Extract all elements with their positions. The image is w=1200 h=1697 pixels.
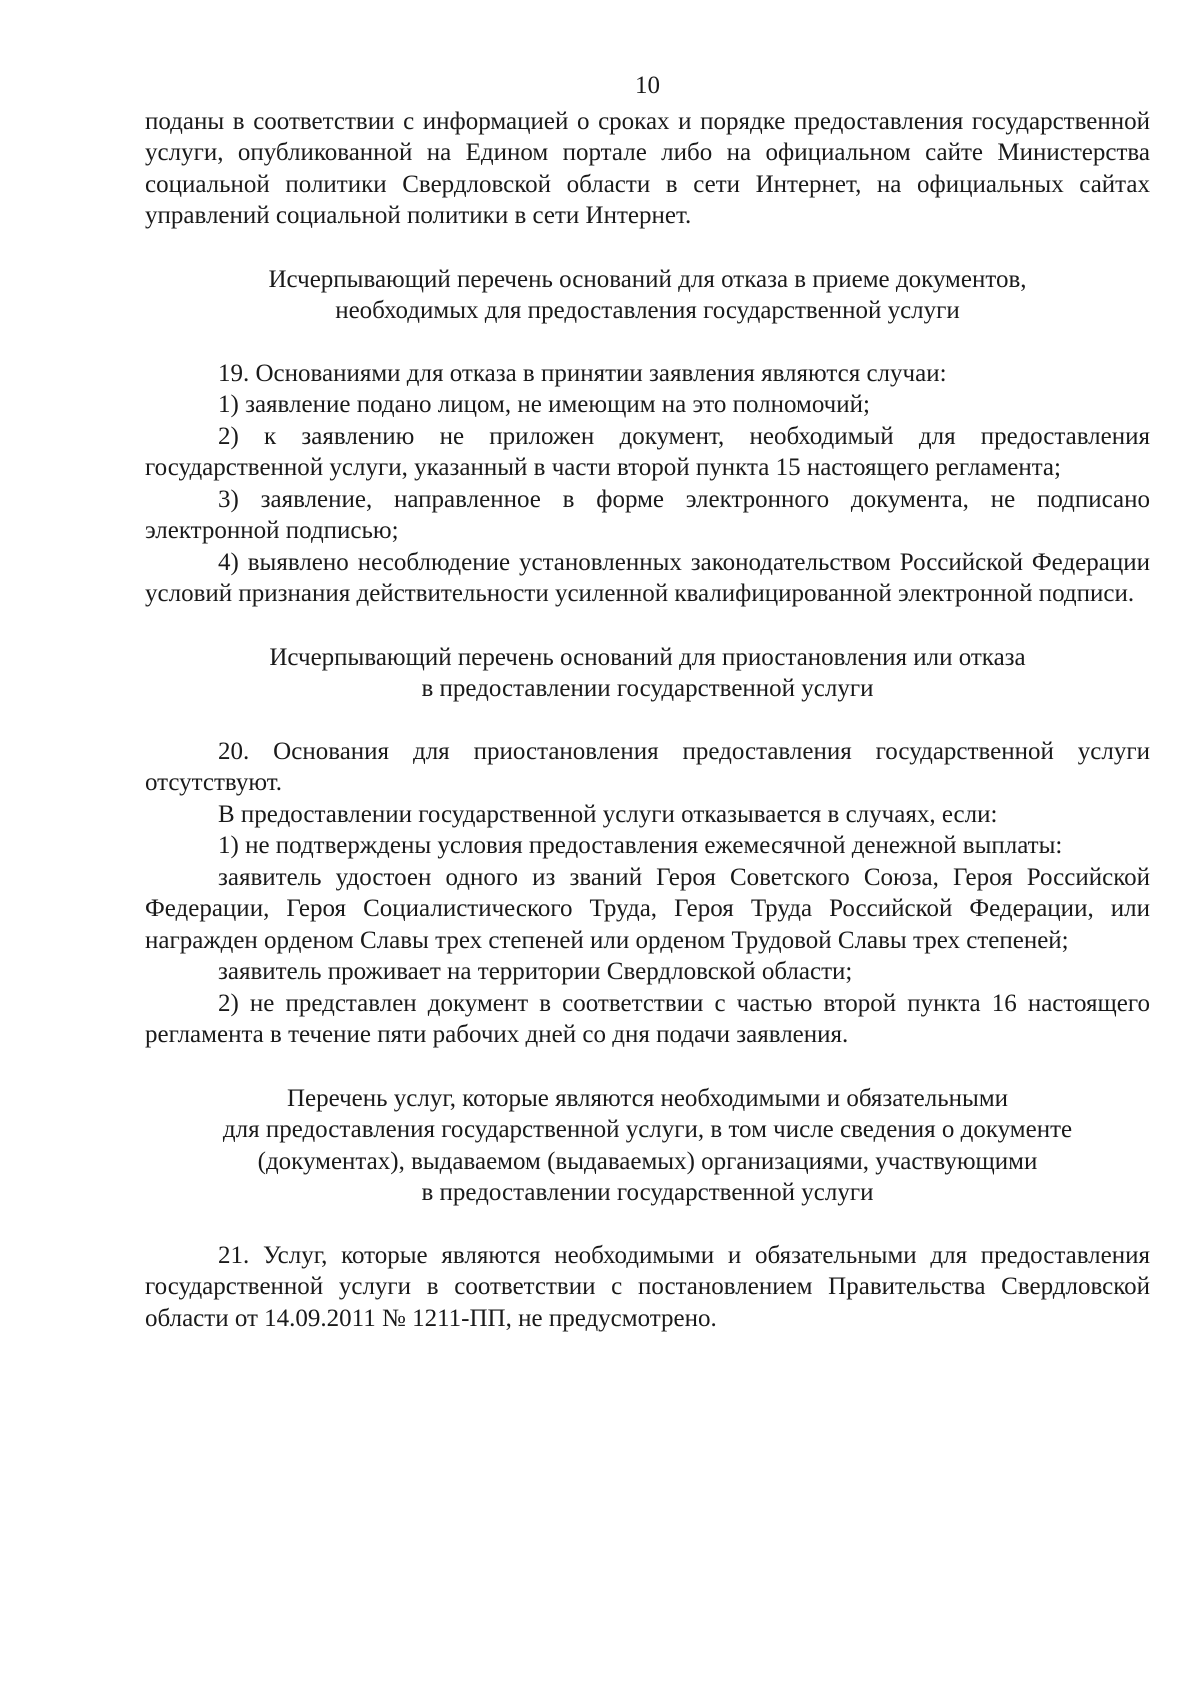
list-item-3: 3) заявление, направленное в форме электронного документа, не подписано электронной подписью;	[145, 485, 1150, 544]
list-item-2: 2) к заявлению не приложен документ, необходимый для предоставления государственной услуги, указанный в части второй пункта 15 настоящего регламента;	[145, 422, 1150, 481]
heading-line: в предоставлении государственной услуги	[421, 1179, 874, 1206]
paragraph-refusal-cases: В предоставлении государственной услуги отказывается в случаях, если:	[218, 800, 998, 828]
paragraph-21: 21. Услуг, которые являются необходимыми и обязательными для предоставления государственной услуги в соответствии с постановлением Правительства Свердловской области от 14.09.2011 № 1211-ПП, не предусмотрено.	[145, 1241, 1150, 1332]
list-item-1: 1) заявление подано лицом, не имеющим на это полномочий;	[218, 391, 870, 418]
section-heading-suspension-refusal	[145, 642, 1150, 705]
paragraph-20: 20. Основания для приостановления предоставления государственной услуги отсутствуют.	[145, 737, 1150, 796]
intro-paragraph: поданы в соответствии с информацией о сроках и порядке предоставления государственной услуги, опубликованной на Едином портале либо на официальном сайте Министерства социальной политики Свердловской области в сети Интернет, на официальных сайтах управлений социальной политики в сети Интернет.	[145, 107, 1150, 229]
heading-line: Исчерпывающий перечень оснований для отказа в приеме документов,	[268, 265, 1027, 293]
document-page	[145, 70, 1150, 1334]
heading-line: Перечень услуг, которые являются необходимыми и обязательными	[286, 1084, 1009, 1112]
heading-line: в предоставлении государственной услуги	[421, 675, 874, 702]
paragraph-19: 19. Основаниями для отказа в принятии заявления являются случаи:	[218, 359, 947, 387]
heading-line: (документах), выдаваемом (выдаваемых) организациями, участвующими	[257, 1147, 1038, 1175]
list-item-2: 2) не представлен документ в соответствии с частью второй пункта 16 настоящего регламента в течение пяти рабочих дней со дня подачи заявления.	[145, 989, 1150, 1048]
heading-line: Исчерпывающий перечень оснований для приостановления или отказа	[269, 643, 1026, 671]
condition-item: заявитель проживает на территории Свердловской области;	[218, 958, 853, 985]
list-item-1: 1) не подтверждены условия предоставления ежемесячной денежной выплаты:	[218, 832, 1063, 859]
page-number: 10	[635, 72, 660, 99]
list-item-4: 4) выявлено несоблюдение установленных законодательством Российской Федерации условий признания действительности усиленной квалифицированной электронной подписи.	[145, 548, 1150, 607]
section-heading-refusal-acceptance	[145, 264, 1150, 327]
section-heading-required-services	[145, 1083, 1150, 1209]
condition-item: заявитель удостоен одного из званий Героя Советского Союза, Героя Российской Федерации, Героя Социалистического Труда, Героя Труда Российской Федерации, или награжден орденом Славы трех степеней или орденом Трудовой Славы трех степеней;	[145, 863, 1150, 954]
heading-line: для предоставления государственной услуги, в том числе сведения о документе	[222, 1116, 1073, 1143]
heading-line: необходимых для предоставления государственной услуги	[335, 297, 960, 324]
